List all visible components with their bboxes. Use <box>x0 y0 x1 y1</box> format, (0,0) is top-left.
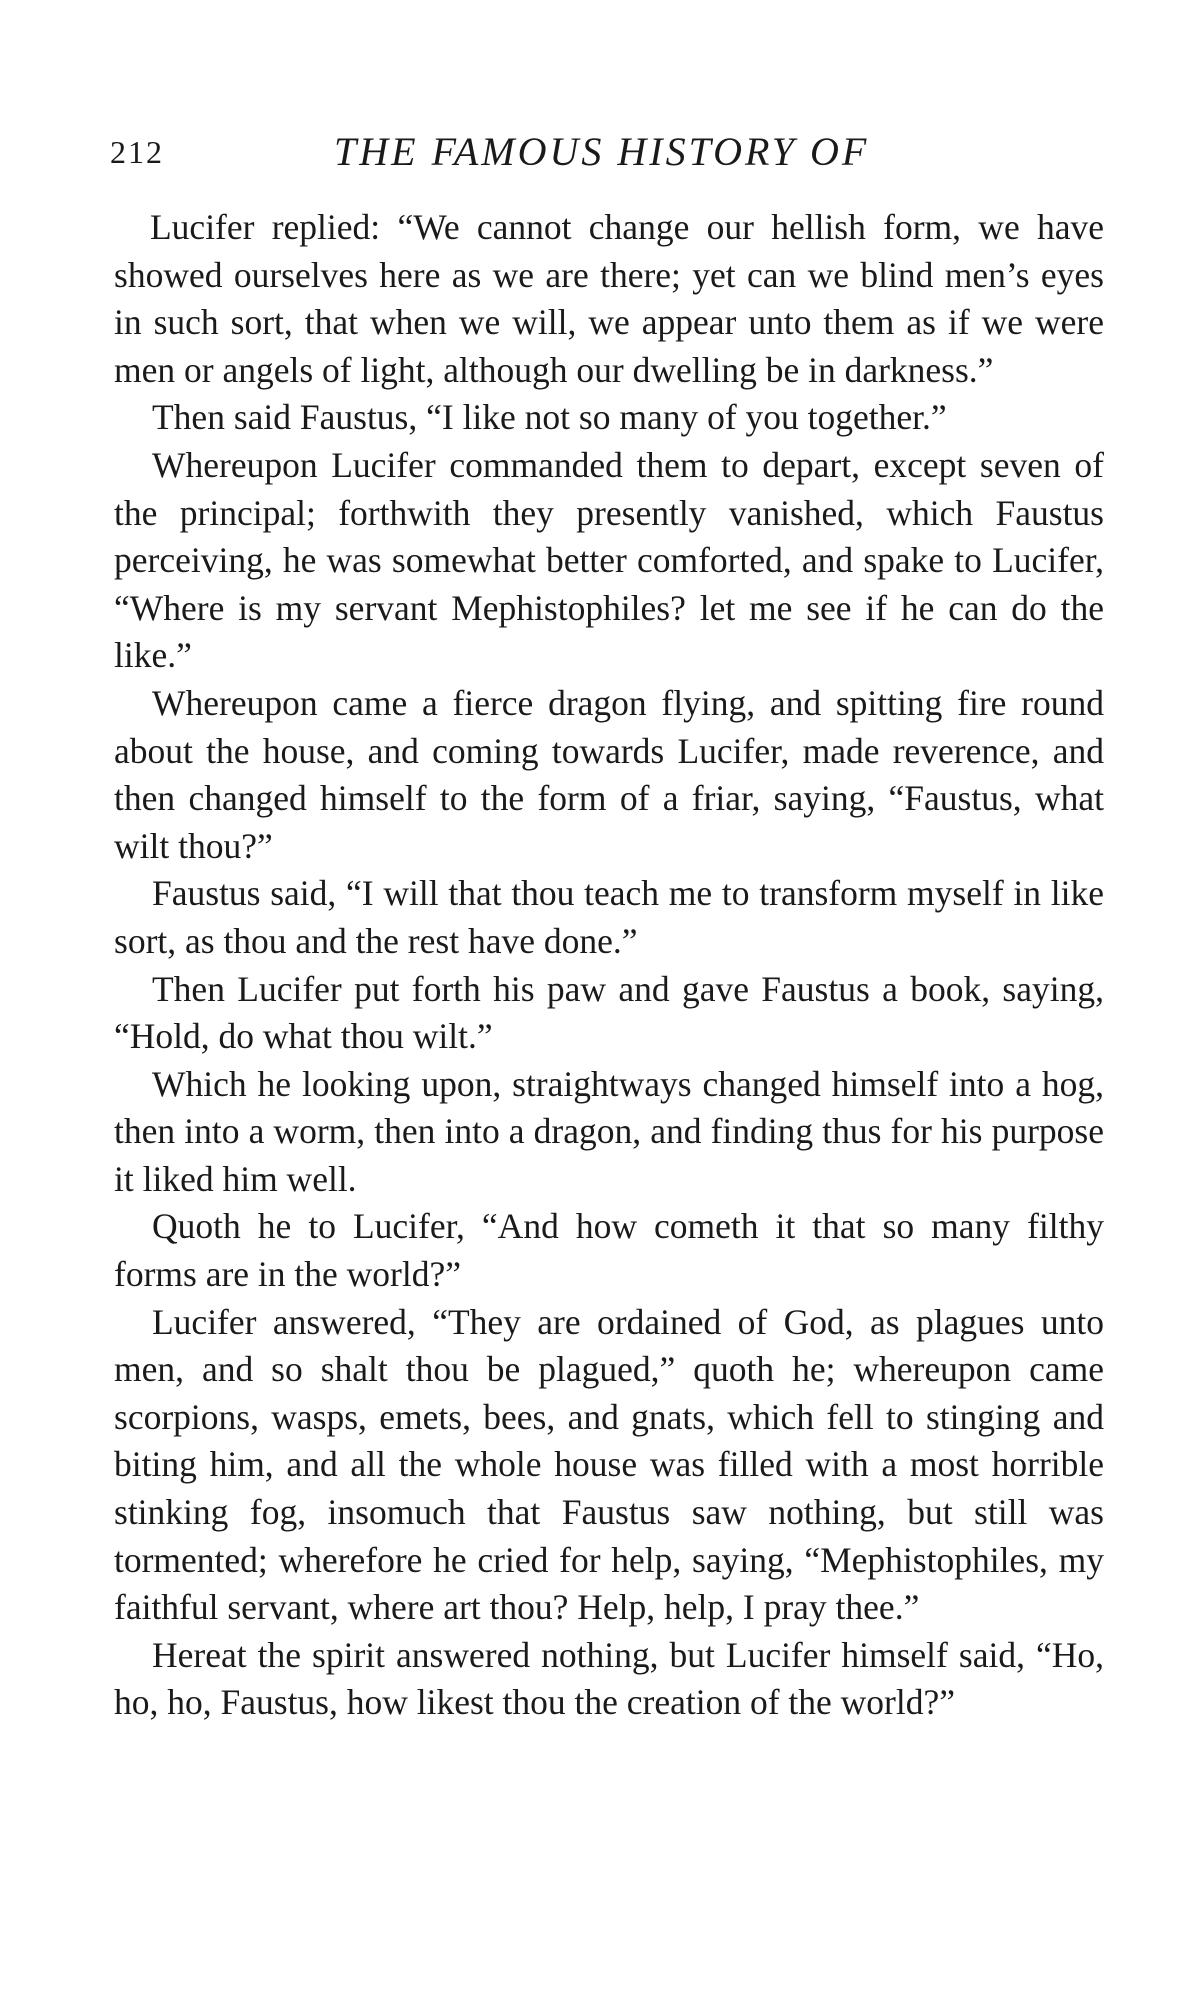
body-text <box>114 204 1104 1727</box>
running-title: THE FAMOUS HISTORY OF <box>334 129 870 174</box>
paragraph: Then Lucifer put forth his paw and gave Faustus a book, saying, “Hold, do what thou wilt.” <box>114 968 1104 1057</box>
paragraph: Lucifer replied: “We cannot change our hellish form, we have showed ourselves here as we are there; yet can we blind men’s eyes in such sort, that when we will, we appear unto them as if we were men or angels of light, although our dwelling be in darkness.” <box>114 207 1104 390</box>
paragraph: Then said Faustus, “I like not so many of you together.” <box>152 397 947 438</box>
paragraph: Hereat the spirit answered nothing, but Lucifer himself said, “Ho, ho, ho, Faustus, how likest thou the creation of the world?” <box>114 1634 1104 1723</box>
paragraph: Quoth he to Lucifer, “And how cometh it that so many filthy forms are in the world?” <box>114 1206 1104 1295</box>
paragraph: Lucifer answered, “They are ordained of God, as plagues unto men, and so shalt thou be plagued,” quoth he; whereupon came scorpions, wasps, emets, bees, and gnats, which fell to stinging and biting him, and all the whole house was filled with a most horrible stinking fog, insomuch that Faustus saw nothing, but still was tormented; wherefore he cried for help, saying, “Mephistophiles, my faithful servant, where art thou? Help, help, I pray thee.” <box>114 1301 1104 1628</box>
page-header <box>110 128 1110 178</box>
paragraph: Which he looking upon, straightways changed himself into a hog, then into a worm, then into a dragon, and finding thus for his purpose it liked him well. <box>114 1063 1104 1199</box>
paragraph: Faustus said, “I will that thou teach me to transform myself in like sort, as thou and the rest have done.” <box>114 873 1104 961</box>
page-number: 212 <box>110 134 164 170</box>
paragraph: Whereupon came a fierce dragon flying, and spitting fire round about the house, and coming towards Lucifer, made reverence, and then changed himself to the form of a friar, saying, “Faustus, what wilt thou?” <box>114 682 1104 866</box>
paragraph: Whereupon Lucifer commanded them to depart, except seven of the principal; forthwith they presently vanished, which Faustus perceiving, he was somewhat better comforted, and spake to Lucifer, “Where is my servant Mephistophiles? let me see if he can do the like.” <box>114 444 1104 676</box>
